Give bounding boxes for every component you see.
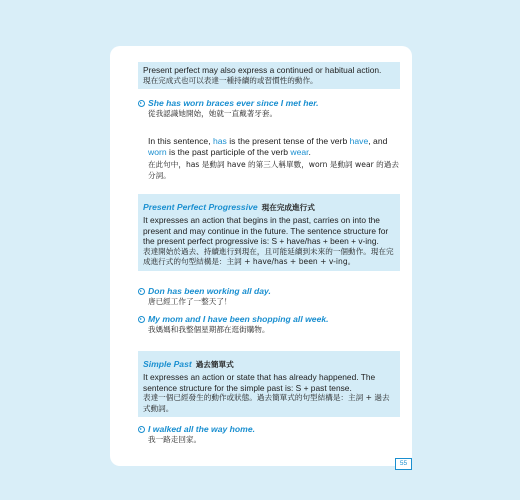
arrow-bullet-icon: [138, 426, 145, 433]
simple-past-box: [138, 351, 400, 417]
simple-past-title: Simple Past: [143, 359, 192, 369]
intro-translation: 現在完成式也可以表達一種持續的或習慣性的動作。: [143, 75, 318, 85]
page-card: [110, 46, 412, 466]
progressive-box: [138, 194, 400, 271]
example-3-sentence: My mom and I have been shopping all week.: [148, 314, 329, 324]
explanation-translation: 在此句中，has 是動詞 have 的第三人稱單數，worn 是動詞 wear 的過去分詞。: [148, 160, 399, 180]
intro-text: Present perfect may also express a continued or habitual action.: [143, 65, 382, 75]
example-3-translation: 我媽媽和我整個星期都在逛街購物。: [148, 324, 270, 334]
progressive-title-zh: 現在完成進行式: [261, 203, 315, 212]
explanation-text: In this sentence, has is the present tense of the verb have, and worn is the past participle of the verb wear.: [148, 136, 388, 157]
example-4-translation: 我一路走回家。: [148, 434, 202, 444]
simple-past-title-zh: 過去簡單式: [195, 360, 234, 369]
progressive-title: Present Perfect Progressive: [143, 202, 258, 212]
example-2: [138, 286, 400, 307]
arrow-bullet-icon: [138, 316, 145, 323]
simple-past-translation: 表達一個已經發生的動作或狀態。過去簡單式的句型結構是：主詞 + 過去式動詞。: [143, 393, 390, 413]
example-4: [138, 424, 400, 445]
simple-past-heading: [143, 354, 395, 372]
example-3: [138, 314, 400, 335]
intro-box: [138, 62, 400, 89]
progressive-translation: 表達開始於過去、持續進行到現在，且可能延續到未來的一個動作。現在完成進行式的句型結構是：主詞 + have/has + been + v-ing。: [143, 246, 394, 267]
progressive-text: It expresses an action that begins in the past, carries on into the present and may continue in the future. The sentence structure for the present perfect progressive is: S + have/has + been + v-ing.: [143, 215, 389, 247]
arrow-bullet-icon: [138, 100, 145, 107]
explanation: [138, 136, 400, 181]
example-1-translation: 從我認識她開始，她就一直戴著牙套。: [148, 108, 278, 118]
simple-past-text: It expresses an action or state that has already happened. The sentence structure for the simple past is: S + past tense.: [143, 372, 376, 393]
example-2-translation: 唐已經工作了一整天了！: [148, 296, 232, 306]
progressive-heading: [143, 197, 395, 215]
example-1: [138, 98, 400, 119]
arrow-bullet-icon: [138, 288, 145, 295]
example-4-sentence: I walked all the way home.: [148, 424, 255, 434]
example-1-sentence: She has worn braces ever since I met her.: [148, 98, 319, 108]
page-number: 55: [395, 458, 412, 470]
example-2-sentence: Don has been working all day.: [148, 286, 271, 296]
